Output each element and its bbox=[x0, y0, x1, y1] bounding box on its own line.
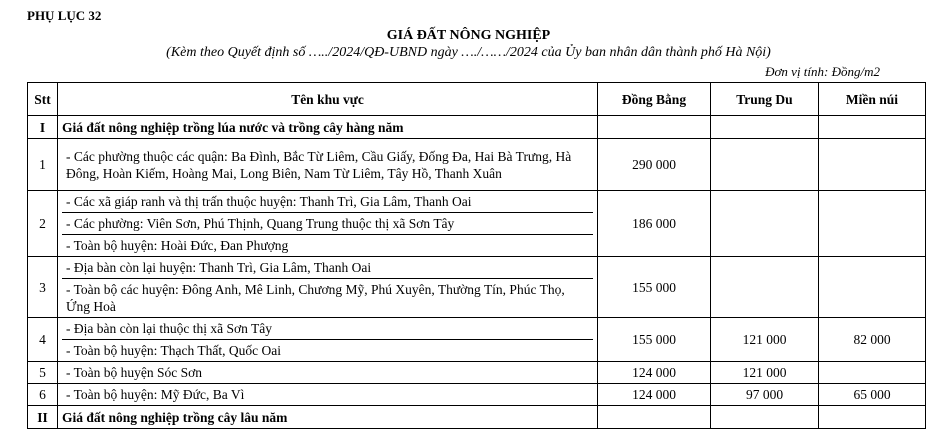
price-trung-du: 121 000 bbox=[711, 318, 819, 362]
area-cell bbox=[58, 191, 598, 257]
table-header-row bbox=[28, 83, 926, 116]
price-trung-du: 121 000 bbox=[711, 362, 819, 384]
col-header-dong-bang: Đồng Bằng bbox=[598, 83, 711, 116]
price-dong-bang: 124 000 bbox=[598, 384, 711, 406]
table-row bbox=[28, 139, 926, 191]
section-title: Giá đất nông nghiệp trồng cây lâu năm bbox=[58, 406, 598, 429]
area-cell bbox=[58, 257, 598, 318]
page-subtitle: (Kèm theo Quyết định số …../2024/QĐ-UBND ngày …./……/2024 của Ủy ban nhân dân thành phố Hà Nội) bbox=[166, 45, 771, 60]
unit-label: Đơn vị tính: Đồng/m2 bbox=[765, 64, 880, 79]
area-line: - Các xã giáp ranh và thị trấn thuộc huyện: Thanh Trì, Gia Lâm, Thanh Oai bbox=[62, 191, 593, 213]
col-header-trung-du: Trung Du bbox=[711, 83, 819, 116]
row-number: 6 bbox=[28, 384, 58, 406]
area-line: - Toàn bộ các huyện: Đông Anh, Mê Linh, Chương Mỹ, Phú Xuyên, Thường Tín, Phúc Thọ, Ứng Hoà bbox=[66, 282, 565, 314]
price-mien-nui: 65 000 bbox=[819, 384, 926, 406]
row-number: 5 bbox=[28, 362, 58, 384]
area-cell bbox=[58, 139, 598, 191]
area-line: - Toàn bộ huyện: Mỹ Đức, Ba Vì bbox=[66, 387, 245, 402]
price-mien-nui bbox=[819, 362, 926, 384]
price-trung-du: 97 000 bbox=[711, 384, 819, 406]
price-trung-du bbox=[711, 191, 819, 257]
table-row bbox=[28, 318, 926, 362]
section-number: I bbox=[28, 116, 58, 139]
price-mien-nui: 82 000 bbox=[819, 318, 926, 362]
area-line: - Toàn bộ huyện Sóc Sơn bbox=[66, 365, 203, 380]
price-dong-bang: 124 000 bbox=[598, 362, 711, 384]
price-dong-bang: 290 000 bbox=[598, 139, 711, 191]
row-number: 3 bbox=[28, 257, 58, 318]
price-mien-nui bbox=[819, 191, 926, 257]
area-line: - Địa bàn còn lại thuộc thị xã Sơn Tây bbox=[62, 318, 593, 340]
col-header-mien-nui: Miền núi bbox=[819, 83, 926, 116]
area-cell bbox=[58, 318, 598, 362]
table-row bbox=[28, 191, 926, 257]
price-trung-du bbox=[711, 257, 819, 318]
table-row bbox=[28, 257, 926, 318]
price-dong-bang: 155 000 bbox=[598, 257, 711, 318]
section-title: Giá đất nông nghiệp trồng lúa nước và trồng cây hàng năm bbox=[58, 116, 598, 139]
col-header-stt: Stt bbox=[28, 83, 58, 116]
price-mien-nui bbox=[819, 257, 926, 318]
price-dong-bang: 186 000 bbox=[598, 191, 711, 257]
row-number: 4 bbox=[28, 318, 58, 362]
price-dong-bang: 155 000 bbox=[598, 318, 711, 362]
area-line: - Các phường thuộc các quận: Ba Đình, Bắc Từ Liêm, Cầu Giấy, Đống Đa, Hai Bà Trưng, Hà Đông, Hoàn Kiếm, Hoàng Mai, Long Biên, Nam Từ Liêm, Tây Hồ, Thanh Xuân bbox=[66, 148, 572, 181]
area-cell bbox=[58, 384, 598, 406]
section-row bbox=[28, 406, 926, 429]
row-number: 2 bbox=[28, 191, 58, 257]
page-title: GIÁ ĐẤT NÔNG NGHIỆP bbox=[386, 28, 551, 43]
area-line: - Toàn bộ huyện: Hoài Đức, Đan Phượng bbox=[66, 238, 289, 253]
area-line: - Các phường: Viên Sơn, Phú Thịnh, Quang Trung thuộc thị xã Sơn Tây bbox=[62, 213, 593, 235]
appendix-label: PHỤ LỤC 32 bbox=[27, 8, 102, 23]
row-number: 1 bbox=[28, 139, 58, 191]
price-mien-nui bbox=[819, 139, 926, 191]
table-row bbox=[28, 362, 926, 384]
price-trung-du bbox=[711, 139, 819, 191]
col-header-area: Tên khu vực bbox=[58, 83, 598, 116]
section-row bbox=[28, 116, 926, 139]
price-table bbox=[27, 82, 926, 429]
table-row bbox=[28, 384, 926, 406]
area-line: - Địa bàn còn lại huyện: Thanh Trì, Gia Lâm, Thanh Oai bbox=[62, 257, 593, 279]
area-cell bbox=[58, 362, 598, 384]
section-number: II bbox=[28, 406, 58, 429]
area-line: - Toàn bộ huyện: Thạch Thất, Quốc Oai bbox=[66, 343, 282, 358]
